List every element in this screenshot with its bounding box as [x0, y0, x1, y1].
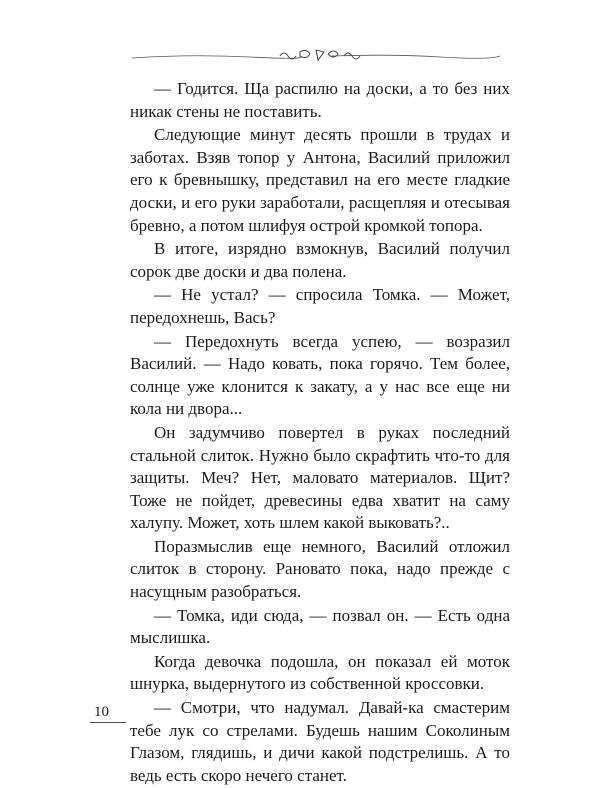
- paragraph: — Томка, иди сюда, — позвал он. — Есть одна мыслишка.: [130, 605, 510, 648]
- paragraph: Следующие минут десять прошли в трудах и заботах. Взяв топор у Антона, Василий приложил его к бревнышку, представил на его месте гладкие доски, и его руки заработали, расщепляя и отесывая бревно, а потом шлифуя острой кромкой топора.: [130, 125, 510, 235]
- paragraph: — Смотри, что надумал. Давай-ка смастерим тебе лук со стрелами. Будешь нашим Соколиным Глазом, глядишь, и дичи какой подстрелишь. А то ведь есть скоро нечего станет.: [130, 698, 510, 785]
- page-number-rule: [90, 722, 126, 723]
- paragraph: В итоге, изрядно взмокнув, Василий получил сорок две доски и два полена.: [130, 239, 510, 281]
- decorative-flourish-icon: [130, 40, 502, 70]
- paragraph: — Передохнуть всегда успею, — возразил Василий. — Надо ковать, пока горячо. Тем более, солнце уже клонится к закату, а у нас все еще ни кола ни двора...: [130, 331, 510, 419]
- paragraph: — Не устал? — спросила Томка. — Может, передохнешь, Вась?: [130, 285, 510, 327]
- paragraph: — Годится. Ща распилю на доски, а то без них никак стены не поставить.: [130, 79, 510, 121]
- page-number: 10: [94, 704, 109, 720]
- paragraph: Когда девочка подошла, он показал ей моток шнурка, выдернутого из собственной кроссовки.: [130, 651, 510, 694]
- paragraph: Он задумчиво повертел в руках последний стальной слиток. Нужно было скрафтить что-то для защиты. Меч? Нет, маловато материалов. Щит? Тоже не пойдет, древесины едва хватит на саму халупу. Может, хоть шлем какой выковать?..: [130, 422, 510, 533]
- paragraph: Поразмыслив еще немного, Василий отложил слиток в сторону. Рановато пока, надо прежде с насущным разобраться.: [130, 536, 510, 602]
- page-body-text: [130, 78, 510, 788]
